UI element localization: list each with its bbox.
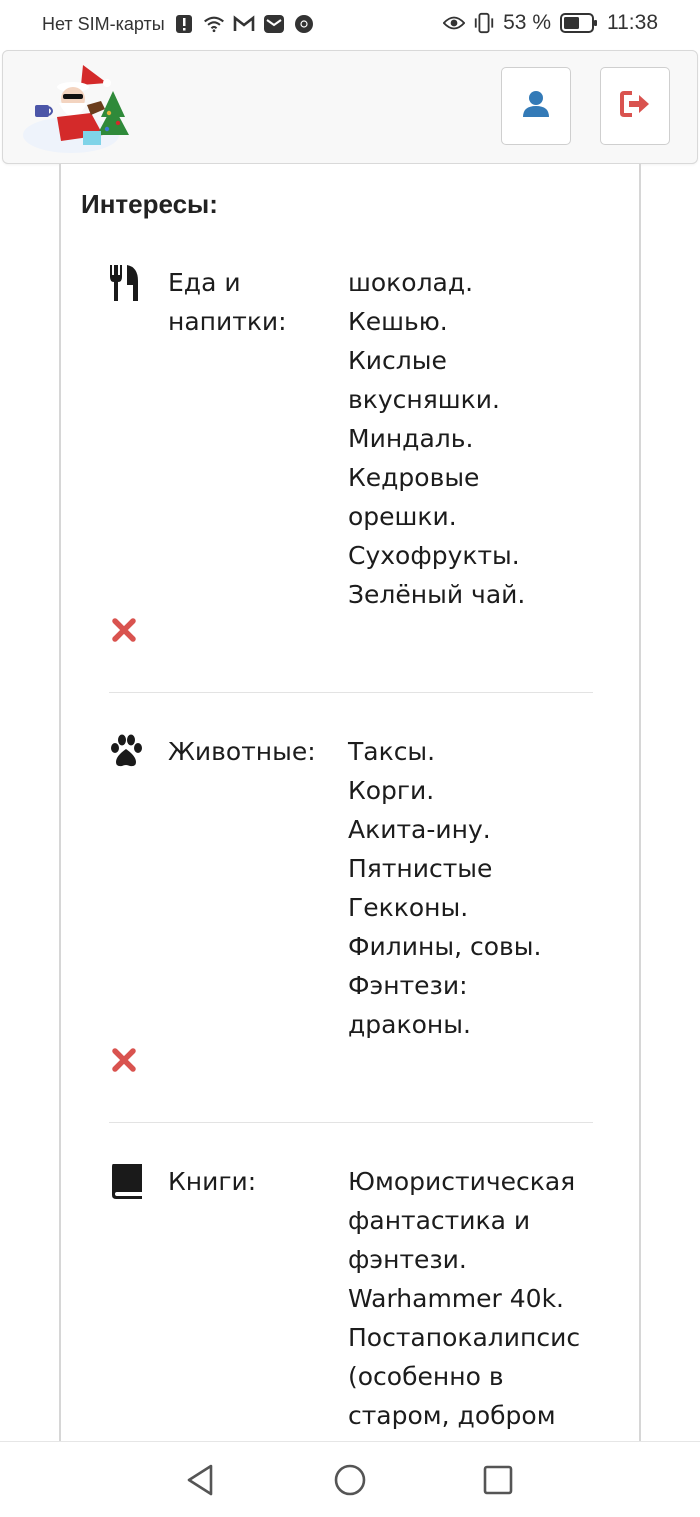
recents-button[interactable] [478,1462,518,1502]
home-button[interactable] [330,1462,370,1502]
chrome-icon [293,13,315,35]
battery-icon [559,12,599,34]
paw-icon [109,732,139,772]
logout-icon [619,90,651,122]
interest-values: Юмористическая фантастика и фэнтези. Warhammer 40k. Постапокалипсис (особенно в старом, добром [348,1167,581,1430]
eye-icon [443,12,465,34]
status-bar-right [443,11,658,35]
divider [109,1122,593,1123]
logout-button[interactable] [600,67,670,145]
interest-values: Таксы. Корги. Акита-ину. Пятнистые Гекконы. Филины, совы. Фэнтези: драконы. [348,737,542,1039]
back-triangle-icon [184,1463,216,1501]
alert-icon [173,13,195,35]
carrier-label: Нет SIM-карты [42,13,165,34]
user-icon [521,89,551,123]
section-title: Интересы: [81,189,218,219]
navigation-bar [0,1441,700,1517]
delete-icon[interactable] [111,617,137,643]
recents-square-icon [482,1464,514,1500]
back-button[interactable] [180,1462,220,1502]
utensils-icon [109,263,139,303]
interest-category: Животные: [168,737,316,766]
vibrate-icon [473,12,495,34]
interests-panel [59,164,641,1441]
battery-percent: 53 % [503,11,551,34]
gmail-icon [233,13,255,35]
interest-category: Книги: [168,1167,257,1196]
delete-icon[interactable] [111,1047,137,1073]
profile-button[interactable] [501,67,571,145]
mail-icon [263,13,285,35]
interest-values: шоколад. Кешью. Кислые вкусняшки. Миндаль. Кедровые орешки. Сухофрукты. Зелёный чай. [348,268,526,609]
santa-logo[interactable] [21,61,137,155]
home-circle-icon [333,1463,367,1501]
clock: 11:38 [607,11,658,34]
book-icon [109,1162,139,1202]
app-header [2,50,698,164]
status-bar [0,0,700,50]
divider [109,692,593,693]
wifi-icon [203,13,225,35]
interest-category: Еда и напитки: [168,268,287,336]
status-bar-left [42,13,315,35]
